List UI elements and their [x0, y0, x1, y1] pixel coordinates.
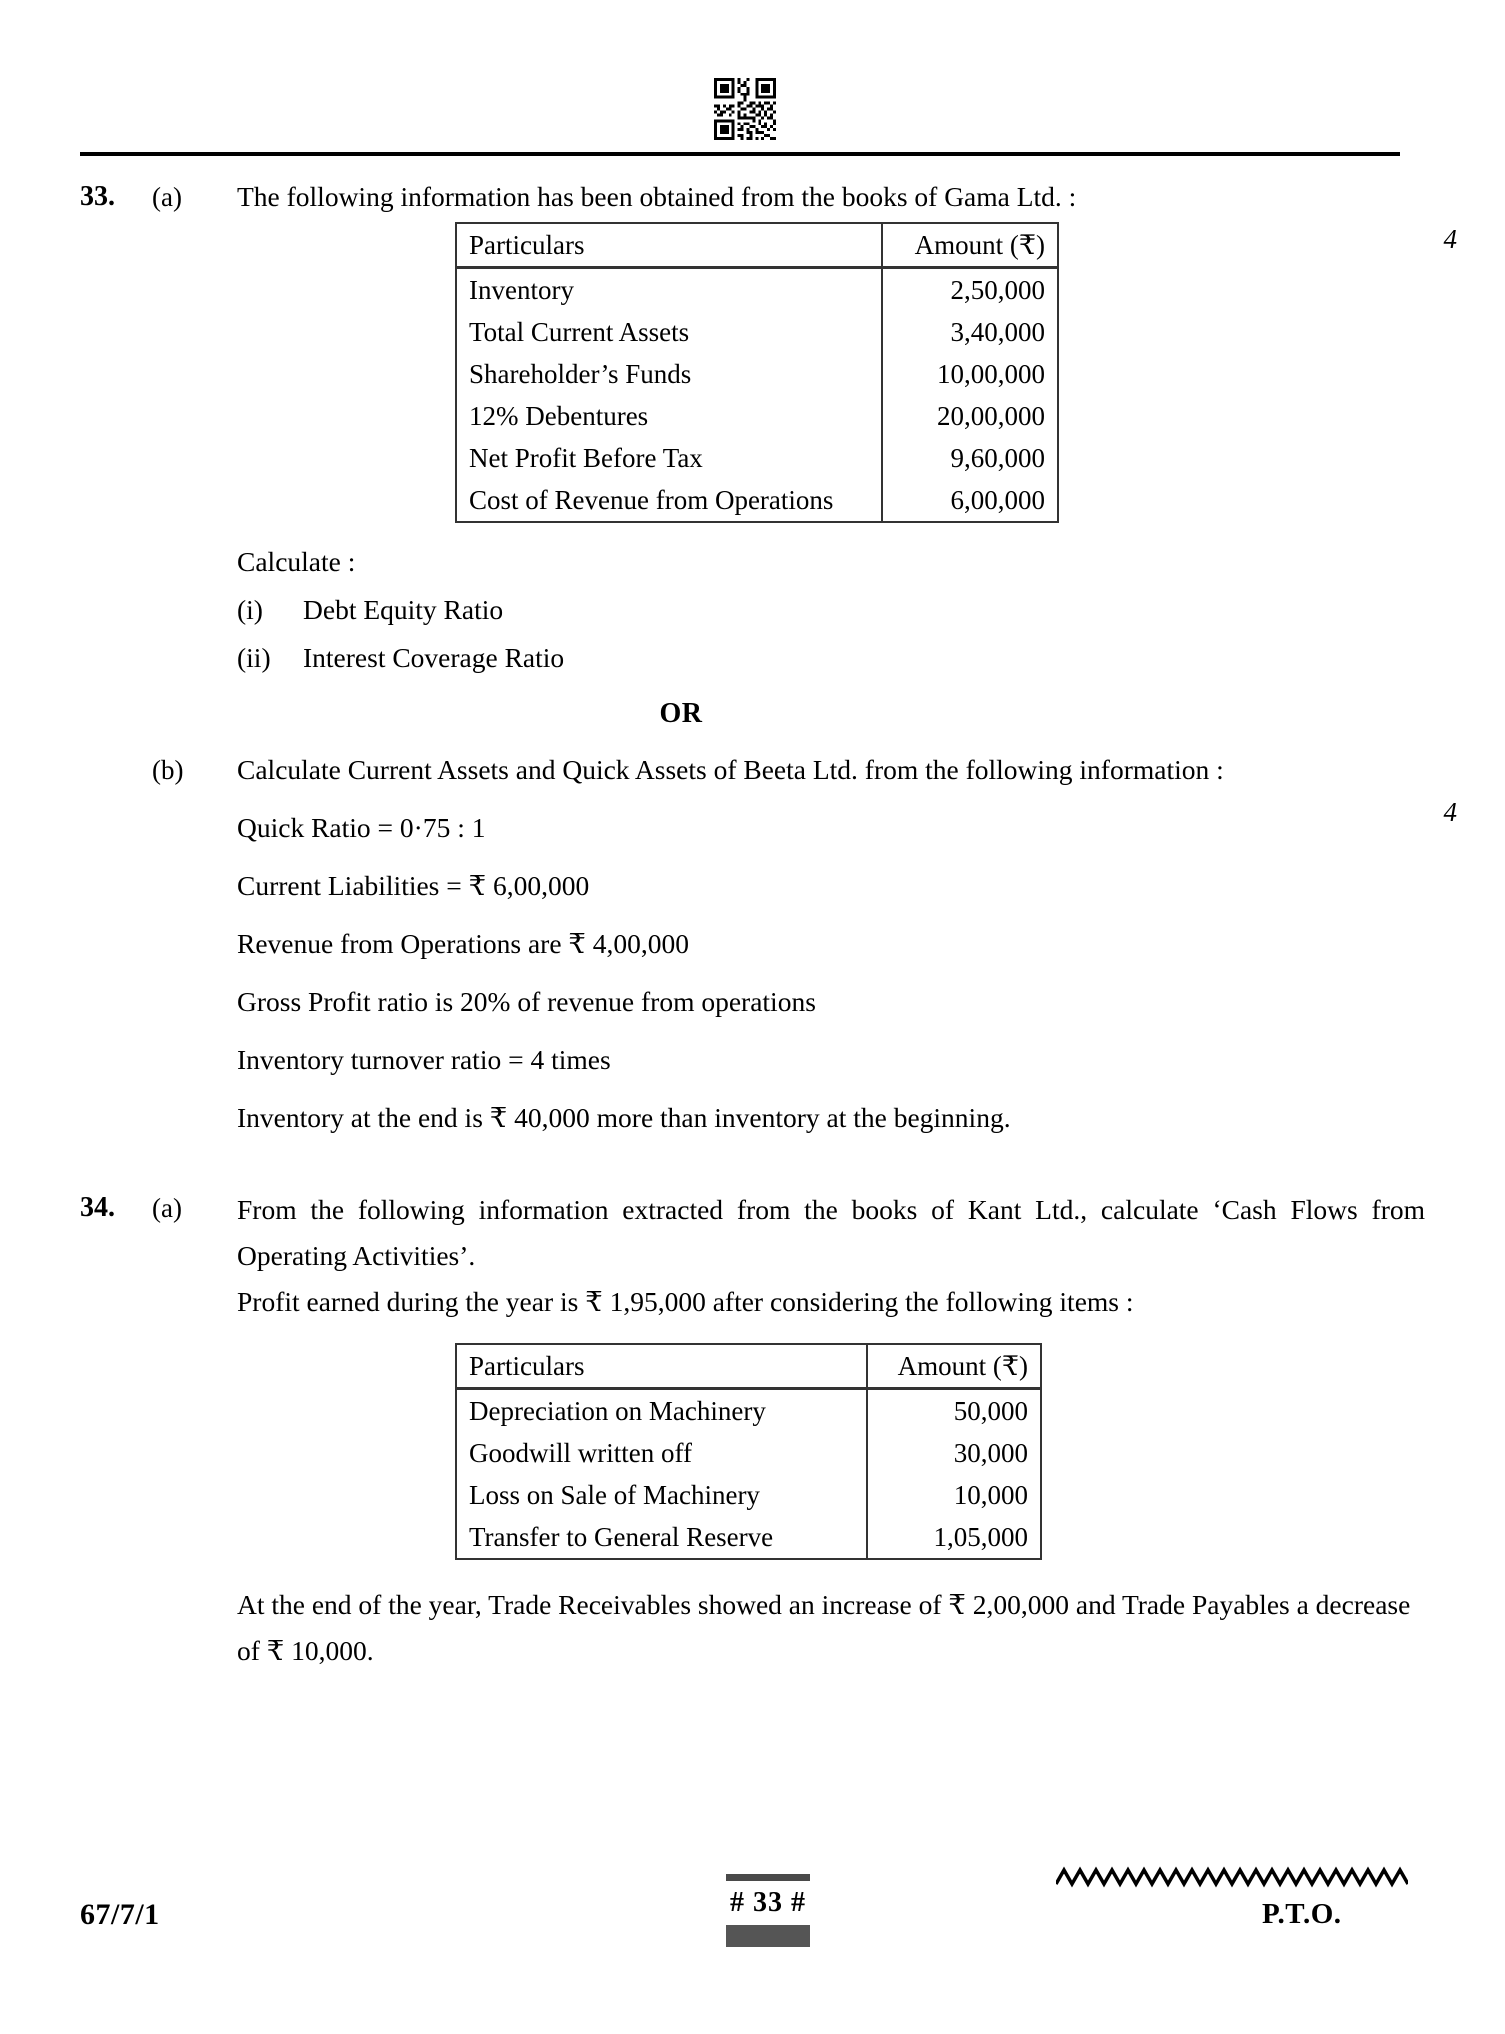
row-amount: 3,40,000: [882, 311, 1058, 353]
question-33a-label: (a): [152, 182, 182, 212]
question-33b-intro: Calculate Current Assets and Quick Assets of Beeta Ltd. from the following information :: [237, 754, 1224, 785]
pto-label: P.T.O.: [1262, 1898, 1342, 1930]
row-amount: 1,05,000: [867, 1516, 1041, 1559]
sub-item-i-label: (i): [237, 594, 263, 625]
sub-item-ii-text: Interest Coverage Ratio: [303, 642, 565, 673]
row-label: Goodwill written off: [456, 1432, 867, 1474]
page-number: # 33 #: [730, 1887, 806, 1918]
question-34a-intro-2: Profit earned during the year is ₹ 1,95,000 after considering the following items :: [237, 1286, 1134, 1317]
row-label: Shareholder’s Funds: [456, 353, 882, 395]
row-amount: 10,000: [867, 1474, 1041, 1516]
or-separator: OR: [659, 698, 703, 729]
table-row: [456, 395, 1058, 437]
row-amount: 50,000: [867, 1389, 1041, 1433]
given-line: Revenue from Operations are ₹ 4,00,000: [237, 928, 690, 959]
table-row: [456, 353, 1058, 395]
row-amount: 30,000: [867, 1432, 1041, 1474]
row-label: Depreciation on Machinery: [456, 1389, 867, 1433]
question-34a-closing: At the end of the year, Trade Receivables showed an increase of ₹ 2,00,000 and Trade Payables a decrease of ₹ 10,000.: [237, 1589, 1411, 1666]
given-line: Current Liabilities = ₹ 6,00,000: [237, 870, 590, 901]
row-label: 12% Debentures: [456, 395, 882, 437]
question-34: [80, 1187, 1425, 1674]
table-row: [456, 1516, 1041, 1559]
row-label: Net Profit Before Tax: [456, 437, 882, 479]
qr-code-icon: [714, 78, 776, 140]
col-particulars: Particulars: [456, 1344, 867, 1389]
table-row: [456, 1389, 1041, 1433]
calculate-label: Calculate :: [237, 546, 356, 577]
row-amount: 6,00,000: [882, 479, 1058, 522]
question-33b-marks: 4: [1443, 797, 1457, 827]
question-34a-label: (a): [152, 1193, 182, 1223]
question-33-number: 33.: [80, 181, 115, 212]
question-33a-marks: 4: [1443, 224, 1457, 254]
table-header-row: [456, 223, 1058, 268]
row-amount: 10,00,000: [882, 353, 1058, 395]
question-33a-intro: The following information has been obtained from the books of Gama Ltd. :: [237, 181, 1077, 212]
page-marker-group: [688, 1874, 848, 1947]
sub-item-i-text: Debt Equity Ratio: [303, 594, 504, 625]
header-divider: [80, 152, 1400, 156]
table-row: [456, 479, 1058, 522]
row-amount: 9,60,000: [882, 437, 1058, 479]
page-footer: [0, 1888, 1505, 2008]
kant-ltd-table: [455, 1343, 1042, 1560]
row-label: Transfer to General Reserve: [456, 1516, 867, 1559]
table-row: [456, 437, 1058, 479]
question-content: [80, 176, 1457, 1674]
paper-code: 67/7/1: [80, 1898, 160, 1931]
table-row: [456, 268, 1058, 312]
table-header-row: [456, 1344, 1041, 1389]
col-amount: Amount (₹): [882, 223, 1058, 268]
col-particulars: Particulars: [456, 223, 882, 268]
sub-item-ii-label: (ii): [237, 642, 271, 673]
sub-item-ii: [237, 637, 1425, 679]
marker-bar-bottom: [726, 1925, 810, 1947]
given-line: Inventory at the end is ₹ 40,000 more than inventory at the beginning.: [237, 1102, 1011, 1133]
question-33b-label: (b): [152, 755, 184, 785]
question-34a-intro-1: From the following information extracted from the books of Kant Ltd., calculate ‘Cash Flows from Operating Activities’.: [237, 1194, 1425, 1271]
question-33b-given-info: [237, 807, 1425, 1139]
row-label: Cost of Revenue from Operations: [456, 479, 882, 522]
question-34-number: 34.: [80, 1192, 115, 1223]
row-amount: 20,00,000: [882, 395, 1058, 437]
question-33: [80, 176, 1457, 735]
given-line: Gross Profit ratio is 20% of revenue from operations: [237, 986, 816, 1017]
sub-item-i: [237, 589, 1425, 631]
question-33b: [80, 749, 1457, 1139]
marker-bar-top: [726, 1874, 810, 1881]
row-label: Loss on Sale of Machinery: [456, 1474, 867, 1516]
table-row: [456, 311, 1058, 353]
gama-ltd-table: [455, 222, 1059, 523]
table-row: [456, 1432, 1041, 1474]
zigzag-decoration-icon: [1056, 1864, 1408, 1892]
row-label: Total Current Assets: [456, 311, 882, 353]
given-line: Quick Ratio = 0·75 : 1: [237, 812, 486, 843]
table-row: [456, 1474, 1041, 1516]
col-amount: Amount (₹): [867, 1344, 1041, 1389]
given-line: Inventory turnover ratio = 4 times: [237, 1044, 611, 1075]
row-label: Inventory: [456, 268, 882, 312]
row-amount: 2,50,000: [882, 268, 1058, 312]
